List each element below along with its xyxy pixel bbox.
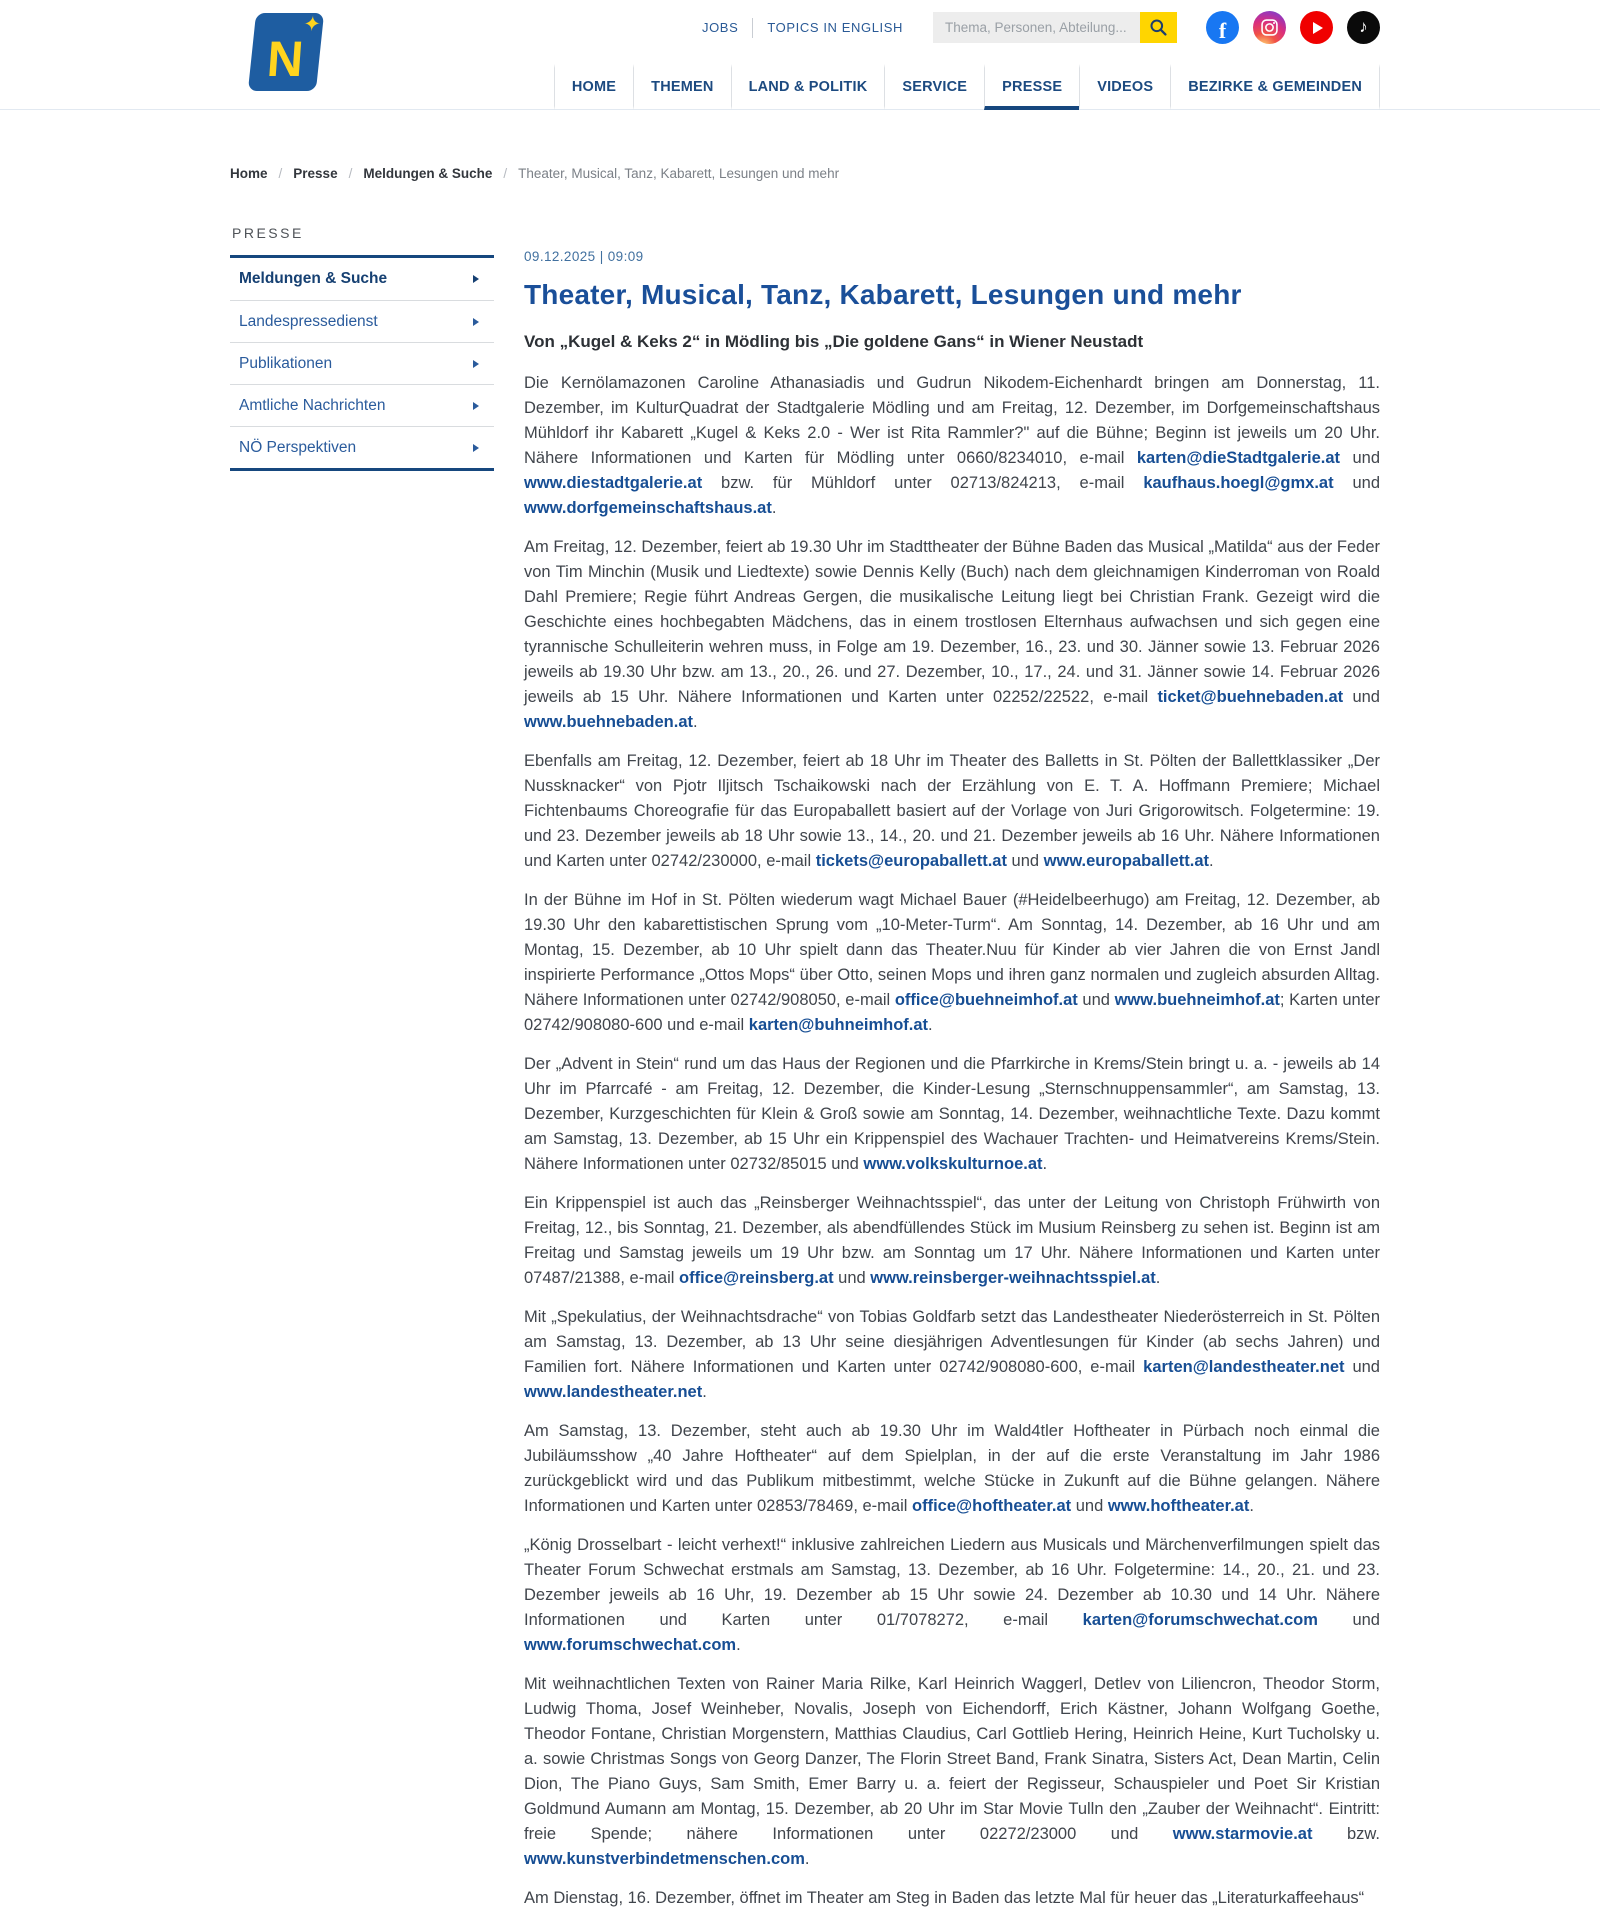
sidebar-title: PRESSE <box>232 225 304 241</box>
youtube-icon[interactable] <box>1300 11 1333 44</box>
paragraph-text: Ein Krippenspiel ist auch das „Reinsberger Weihnachtsspiel“, das unter der Leitung von Christoph Frühwirth von Freitag, 12., bis Sonntag, 21. Dezember, als abendfüllendes Stück im Musium Reinsberg zu sehen ist. Beginn ist am Freitag und Samstag jeweils um 19 Uhr bzw. am Sonntag um 17 Uhr. Nähere Informationen und Karten unter 07487/21388, e-mail <box>524 1194 1380 1288</box>
article-paragraph <box>524 371 1380 521</box>
tiktok-note-glyph: ♪ <box>1359 16 1368 36</box>
breadcrumb-separator: / <box>503 166 508 181</box>
instagram-icon[interactable] <box>1253 11 1286 44</box>
article-paragraph <box>524 535 1380 735</box>
inline-link[interactable]: office@buehneimhof.at <box>894 991 1078 1010</box>
article-paragraph <box>524 1672 1380 1872</box>
paragraph-text: . <box>1209 852 1214 871</box>
inline-link[interactable]: office@reinsberg.at <box>679 1269 834 1288</box>
inline-link[interactable]: www.forumschwechat.com <box>524 1636 737 1655</box>
sidebar-item-label: Meldungen & Suche <box>239 270 388 287</box>
instagram-glyph <box>1260 18 1279 37</box>
article-paragraph <box>524 1533 1380 1658</box>
inline-link[interactable]: www.dorfgemeinschaftshaus.at <box>524 499 772 518</box>
chevron-right-icon <box>473 318 479 326</box>
article-paragraph <box>524 1052 1380 1177</box>
paragraph-text: und <box>833 1269 871 1288</box>
noe-logo-letter: N <box>265 31 306 87</box>
search-button[interactable] <box>1140 12 1177 43</box>
breadcrumb-item-home[interactable]: Home <box>230 166 268 181</box>
nav-item-land-politik[interactable]: LAND & POLITIK <box>731 64 885 110</box>
sidebar-item-label: NÖ Perspektiven <box>239 438 357 456</box>
sidebar-item-label: Amtliche Nachrichten <box>239 396 386 414</box>
article <box>524 223 1380 1925</box>
paragraph-text: und <box>1006 852 1044 871</box>
inline-link[interactable]: ticket@buehnebaden.at <box>1157 688 1344 707</box>
youtube-play-glyph <box>1313 22 1323 34</box>
paragraph-text: . <box>928 1016 933 1035</box>
nav-item-home[interactable]: HOME <box>554 64 633 110</box>
inline-link[interactable]: www.kunstverbindetmenschen.com <box>524 1850 805 1869</box>
chevron-right-icon <box>473 444 479 452</box>
nav-item-service[interactable]: SERVICE <box>884 64 984 110</box>
sidebar-item-landespressedienst[interactable] <box>230 300 494 342</box>
paragraph-text: In der Bühne im Hof in St. Pölten wiederum wagt Michael Bauer (#Heidelbeerhugo) am Freitag, 12. Dezember, ab 19.30 Uhr den kabarettistischen Sprung vom „10-Meter-Turm“. Am Sonntag, 14. Dezember, ab 16 Uhr und am Montag, 15. Dezember, ab 10 Uhr spielt dann das Theater.Nuu für Kinder ab vier Jahren die von Ernst Jandl inspirierte Performance „Ottos Mops“ über Otto, seinen Mops und ihren ganz normalen und zugleich absurden Alltag. Nähere Informationen unter 02742/908050, e-mail <box>524 891 1380 1010</box>
paragraph-text: . <box>693 713 698 732</box>
paragraph-text: und <box>1340 449 1380 468</box>
article-paragraph <box>524 1886 1380 1911</box>
inline-link[interactable]: www.volkskulturnoe.at <box>863 1155 1043 1174</box>
chevron-right-icon <box>473 360 479 368</box>
inline-link[interactable]: kaufhaus.hoegl@gmx.at <box>1143 474 1334 493</box>
facebook-glyph: f <box>1218 17 1227 43</box>
paragraph-text: . <box>1042 1155 1048 1174</box>
article-paragraph <box>524 749 1380 874</box>
paragraph-text: Mit weihnachtlichen Texten von Rainer Maria Rilke, Karl Heinrich Waggerl, Detlev von Liliencron, Theodor Storm, Ludwig Thoma, Josef Weinheber, Novalis, Joseph von Eichendorff, Erich Kästner, Johann Wolfgang Goethe, Theodor Fontane, Christian Morgenstern, Matthias Claudius, Carl Gottlieb Hering, Heinrich Heine, Kurt Tucholsky u. a. sowie Christmas Songs von Georg Danzer, The Florin Street Band, Frank Sinatra, Sisters Act, Dean Martin, Celin Dion, The Piano Guys, Sam Smith, Emer Barry u. a. feiert der Regisseur, Schauspieler und Poet Sir Kristian Goldmund Aumann am Montag, 15. Dezember, ab 20 Uhr im Star Movie Tulln den „Zauber der Weihnacht“. Eintritt: freie Spende; nähere Informationen unter 02272/23000 und <box>524 1675 1380 1844</box>
sidebar-item-label: Landespressedienst <box>239 312 378 330</box>
paragraph-text: und <box>1344 1358 1380 1377</box>
inline-link[interactable]: karten@forumschwechat.com <box>1082 1611 1318 1630</box>
paragraph-text: Der „Advent in Stein“ rund um das Haus der Regionen und die Pfarrkirche in Krems/Stein bringt u. a. - jeweils ab 14 Uhr im Pfarrcafé - am Freitag, 12. Dezember, die Kinder-Lesung „Sternschnuppensammler“, am Samstag, 13. Dezember, Kurzgeschichten für Klein & Groß sowie am Sonntag, 14. Dezember, weihnachtliche Texte. Dazu kommt am Samstag, 13. Dezember, ab 15 Uhr ein Krippenspiel des Wachauer Trachten- und Heimatvereins Krems/Stein. Nähere Informationen unter 02732/85015 und <box>524 1055 1380 1174</box>
paragraph-text: Am Samstag, 13. Dezember, steht auch ab 19.30 Uhr im Wald4tler Hoftheater in Pürbach noch einmal die Jubiläumsshow „40 Jahre Hoftheater“ auf dem Spielplan, in der auf die erste Veranstaltung im Jahr 1986 zurückgeblickt wird und das Publikum mitbestimmt, welche Stücke in Zukunft auf die Bühne gelangen. Nähere Informationen und Karten unter 02853/78469, e-mail <box>524 1422 1380 1516</box>
paragraph-text: und <box>1077 991 1115 1010</box>
tiktok-icon[interactable] <box>1347 11 1380 44</box>
sidebar-item-label: Publikationen <box>239 354 333 372</box>
header-inner <box>230 0 1380 110</box>
article-paragraph <box>524 1419 1380 1519</box>
paragraph-text: und <box>1333 474 1380 493</box>
paragraph-text: bzw. für Mühldorf unter 02713/824213, e-mail <box>702 474 1144 493</box>
breadcrumb-item-theater-musical-tanz-kabarett-: Theater, Musical, Tanz, Kabarett, Lesungen und mehr <box>518 166 840 181</box>
paragraph-text: Mit „Spekulatius, der Weihnachtsdrache“ von Tobias Goldfarb setzt das Landestheater Niederösterreich in St. Pölten am Samstag, 13. Dezember, ab 13 Uhr seine diesjährigen Adventlesungen für Kinder (ab sechs Jahren) und Familien fort. Nähere Informationen und Karten unter 02742/908080-600, e-mail <box>524 1308 1380 1377</box>
star-icon: ✦ <box>302 13 323 36</box>
nav-item-videos[interactable]: VIDEOS <box>1079 64 1170 110</box>
inline-link[interactable]: www.reinsberger-weihnachtsspiel.at <box>870 1269 1156 1288</box>
inline-link[interactable]: tickets@europaballett.at <box>815 852 1007 871</box>
paragraph-text: . <box>702 1383 707 1402</box>
chevron-right-icon <box>473 402 479 410</box>
paragraph-text: und <box>1343 688 1380 707</box>
paragraph-text: . <box>1155 1269 1161 1288</box>
nav-item-presse[interactable]: PRESSE <box>984 64 1079 110</box>
social-links <box>1192 11 1380 44</box>
paragraph-text: . <box>1249 1497 1254 1516</box>
sidebar <box>230 223 494 471</box>
sidebar-item-amtliche-nachrichten[interactable] <box>230 384 494 426</box>
inline-link[interactable]: www.buehneimhof.at <box>1114 991 1280 1010</box>
content <box>230 223 1380 1925</box>
breadcrumb-item-meldungen-suche[interactable]: Meldungen & Suche <box>363 166 493 181</box>
paragraph-text: Am Freitag, 12. Dezember, feiert ab 19.30 Uhr im Stadttheater der Bühne Baden das Musical „Matilda“ aus der Feder von Tim Minchin (Musik und Liedtexte) sowie Dennis Kelly (Buch) nach dem gleichnamigen Kinderroman von Roald Dahl Premiere; Regie führt Andreas Gergen, die musikalische Leitung liegt bei Christian Frank. Gezeigt wird die Geschichte eines hochbegabten Mädchens, das in einem trostlosen Elternhaus aufwachsen und sich gegen eine tyrannische Schulleiterin wehren muss, in Folge am 19. Dezember, 16., 23. und 30. Jänner sowie 13. Februar 2026 jeweils ab 19.30 Uhr bzw. am 13., 20., 26. und 27. Dezember, 10., 17., 24. und 31. Jänner sowie 14. Februar 2026 jeweils ab 15 Uhr. Nähere Informationen und Karten unter 02252/22522, e-mail <box>524 538 1380 707</box>
inline-link[interactable]: www.starmovie.at <box>1172 1825 1313 1844</box>
chevron-right-icon <box>473 275 479 283</box>
noe-logo-shape <box>248 13 324 91</box>
paragraph-text: Die Kernölamazonen Caroline Athanasiadis und Gudrun Nikodem-Eichenhardt bringen am Donnerstag, 11. Dezember, im KulturQuadrat der Stadtgalerie Mödling und am Freitag, 12. Dezember, im Dorfgemeinschaftshaus Mühldorf ihr Kabarett „Kugel & Keks 2.0 - Wer ist Rita Rammler?" auf die Bühne; Beginn ist jeweils um 20 Uhr. Nähere Informationen und Karten für Mödling unter 0660/8234010, e-mail <box>524 374 1380 468</box>
noe-logo[interactable] <box>248 13 324 95</box>
search-icon <box>1149 18 1168 37</box>
article-date: 09.12.2025 | 09:09 <box>524 249 644 264</box>
breadcrumb <box>230 166 1600 181</box>
sidebar-item-meldungen-suche[interactable] <box>230 258 494 300</box>
inline-link[interactable]: www.landestheater.net <box>524 1383 703 1402</box>
nav-item-themen[interactable]: THEMEN <box>633 64 730 110</box>
article-paragraph <box>524 888 1380 1038</box>
main-nav <box>554 64 1380 110</box>
paragraph-text: und <box>1071 1497 1108 1516</box>
jobs-link[interactable]: JOBS <box>701 20 739 35</box>
paragraph-text: und <box>1317 1611 1380 1630</box>
article-body <box>524 371 1380 1911</box>
paragraph-text: . <box>736 1636 741 1655</box>
inline-link[interactable]: office@hoftheater.at <box>912 1497 1072 1516</box>
inline-link[interactable]: www.diestadtgalerie.at <box>524 474 703 493</box>
search-box <box>933 12 1177 43</box>
paragraph-text: ; Karten unter 02742/908080-600 und e-mail <box>524 991 1380 1035</box>
nav-item-bezirke-gemeinden[interactable]: BEZIRKE & GEMEINDEN <box>1170 64 1380 110</box>
inline-link[interactable]: karten@dieStadtgalerie.at <box>1136 449 1341 468</box>
article-paragraph <box>524 1305 1380 1405</box>
inline-link[interactable]: www.europaballett.at <box>1043 852 1209 871</box>
inline-link[interactable]: www.buehnebaden.at <box>524 713 693 732</box>
sidebar-item-n-perspektiven[interactable] <box>230 426 494 468</box>
sidebar-list <box>230 255 494 471</box>
breadcrumb-separator: / <box>278 166 283 181</box>
topics-in-english-link[interactable]: TOPICS IN ENGLISH <box>767 20 903 35</box>
paragraph-text: Am Dienstag, 16. Dezember, öffnet im Theater am Steg in Baden das letzte Mal für heuer das „Literaturkaffeehaus“ <box>524 1889 1365 1908</box>
article-subtitle: Von „Kugel & Keks 2“ in Mödling bis „Die goldene Gans“ in Wiener Neustadt <box>524 332 1144 352</box>
paragraph-text: bzw. <box>1312 1825 1380 1844</box>
paragraph-text: „König Drosselbart - leicht verhext!“ inklusive zahlreichen Liedern aus Musicals und Märchenverfilmungen spielt das Theater Forum Schwechat erstmals am Samstag, 13. Dezember, ab 16 Uhr. Folgetermine: 14., 20., 21. und 23. Dezember jeweils ab 16 Uhr, 19. Dezember ab 15 Uhr sowie 24. Dezember ab 10.30 und 14 Uhr. Nähere Informationen und Karten unter 01/7078272, e-mail <box>524 1536 1380 1630</box>
inline-link[interactable]: karten@landestheater.net <box>1143 1358 1345 1377</box>
inline-link[interactable]: www.hoftheater.at <box>1107 1497 1250 1516</box>
site-header <box>0 0 1600 110</box>
paragraph-text: Ebenfalls am Freitag, 12. Dezember, feiert ab 18 Uhr im Theater des Balletts in St. Pölten der Ballettklassiker „Der Nussknacker“ von Pjotr Iljitsch Tschaikowski nach der Erzählung von E. T. A. Hoffmann Premiere; Michael Fichtenbaums Choreografie für das Europaballett basiert auf der Vorlage von Juri Grigorowitsch. Folgetermine: 19. und 23. Dezember jeweils ab 18 Uhr sowie 13., 14., 20. und 21. Dezember jeweils ab 16 Uhr. Nähere Informationen und Karten unter 02742/230000, e-mail <box>524 752 1380 871</box>
paragraph-text: . <box>804 1850 810 1869</box>
article-title: Theater, Musical, Tanz, Kabarett, Lesungen und mehr <box>524 279 1242 310</box>
breadcrumb-item-presse[interactable]: Presse <box>293 166 338 181</box>
facebook-icon[interactable] <box>1206 11 1239 44</box>
search-input[interactable] <box>933 12 1140 43</box>
paragraph-text: . <box>771 499 777 518</box>
breadcrumb-separator: / <box>348 166 353 181</box>
sidebar-item-publikationen[interactable] <box>230 342 494 384</box>
inline-link[interactable]: karten@buhneimhof.at <box>748 1016 929 1035</box>
article-paragraph <box>524 1191 1380 1291</box>
utility-nav <box>702 11 1380 44</box>
utility-divider <box>752 18 753 38</box>
